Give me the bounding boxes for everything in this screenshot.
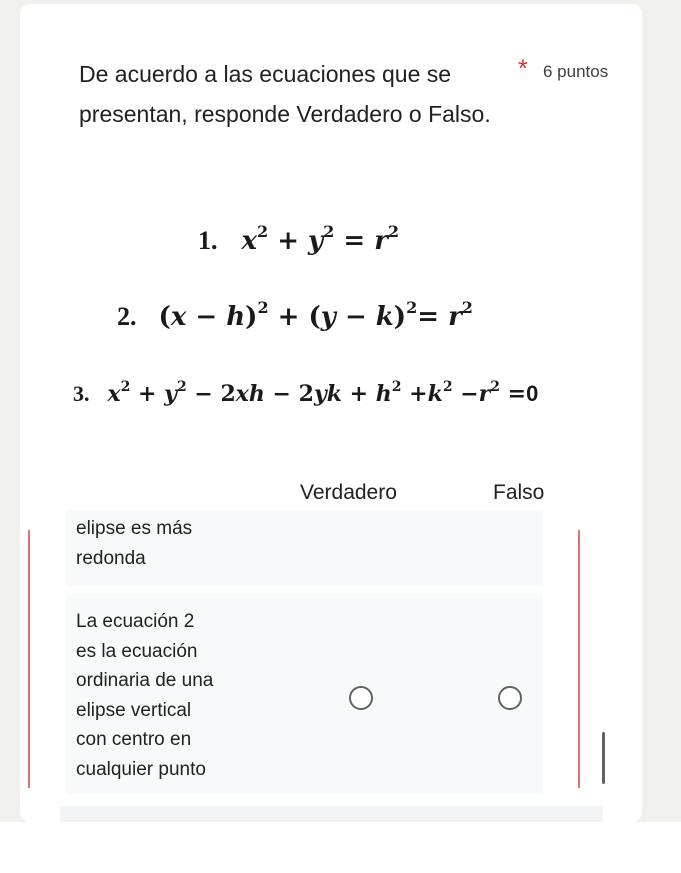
equation-number: 1. bbox=[198, 226, 218, 255]
row-label: La ecuación 2 es la ecuación ordinaria de una elipse vertical con centro en cualquier punto bbox=[76, 611, 214, 780]
equation-number: 3. bbox=[73, 381, 90, 406]
radio-falso[interactable] bbox=[498, 686, 522, 710]
equation-3: 3. $x^2 + y^2 - 2xh - 2yk + h^2 +k^2 -r^2 =0$ bbox=[73, 379, 539, 407]
column-header-falso: Falso bbox=[493, 481, 545, 504]
row-label: elipse es más redonda bbox=[76, 518, 193, 569]
answer-grid bbox=[28, 518, 610, 788]
equation-number: 2. bbox=[117, 302, 137, 331]
required-mark: * bbox=[518, 55, 528, 83]
equation-rhs: 0 bbox=[526, 381, 539, 406]
equation-1: 1. $x^2 + y^2 = r^2$ bbox=[198, 222, 400, 256]
scrollbar-thumb[interactable] bbox=[602, 732, 605, 784]
column-header-verdadero: Verdadero bbox=[300, 481, 397, 504]
question-title: De acuerdo a las ecuaciones que se presentan, responde Verdadero o Falso. bbox=[79, 61, 491, 127]
points-label: 6 puntos bbox=[543, 62, 609, 81]
equation-2: 2. $(x - h)^2 + (y - k)^2= r^2$ bbox=[117, 298, 473, 332]
grid-row bbox=[66, 594, 543, 794]
grid-divider-left bbox=[28, 530, 30, 788]
radio-verdadero[interactable] bbox=[349, 686, 373, 710]
grid-row bbox=[66, 510, 543, 586]
grid-divider-right bbox=[578, 530, 580, 788]
next-row-partial bbox=[60, 806, 603, 822]
